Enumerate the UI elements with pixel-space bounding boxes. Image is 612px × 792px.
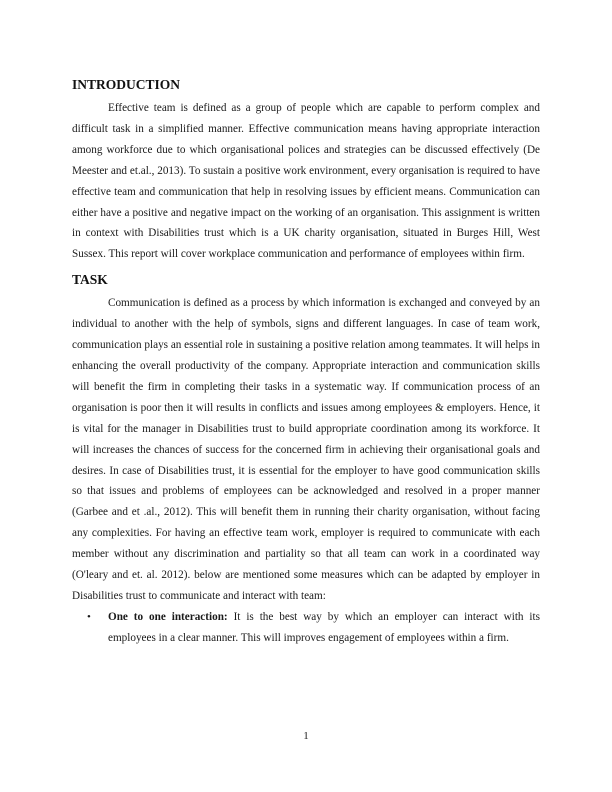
page-content: [72, 76, 540, 649]
page-number: 1: [303, 730, 309, 742]
introduction-paragraph: Effective team is defined as a group of people which are capable to perform complex and difficult task in a simplified manner. Effective communication means having appropriate interaction among workforce due to which organisational polices and strategies can be discussed effectively (De Meester and et.al., 2013). To sustain a positive work environment, every organisation is required to have effective team and communication that help in resolving issues by efficient means. Communication can either have a positive and negative impact on the working of an organisation. This assignment is written in context with Disabilities trust which is a UK charity organisation, situated in Burges Hill, West Sussex. This report will cover workplace communication and performance of employees within firm.: [72, 102, 540, 261]
measures-list: [72, 607, 540, 649]
bullet-icon: •: [87, 610, 91, 623]
task-heading: TASK: [72, 272, 108, 288]
task-paragraph: Communication is defined as a process by which information is exchanged and conveyed by an individual to another with the help of symbols, signs and different languages. In case of team work, communication plays an essential role in sustaining a positive relation among teammates. It will helps in enhancing the overall productivity of the company. Appropriate interaction and communication skills will benefit the firm in completing their tasks in a systematic way. If communication process of an organisation is poor then it will results in conflicts and issues among employees & employers. Hence, it is vital for the manager in Disabilities trust to build appropriate coordination among its workforce. It will increases the chances of success for the concerned firm in achieving their organisational goals and desires. In case of Disabilities trust, it is essential for the employer to have good communication skills so that issues and problems of employees can be acknowledged and resolved in a proper manner (Garbee and et .al., 2012). This will benefit them in running their charity organisation, without facing any complexities. For having an effective team work, employer is required to communicate with each member without any discrimination and partiality so that all team can work in a coordinated way (O'leary and et. al. 2012). below are mentioned some measures which can be adapted by employer in Disabilities trust to communicate and interact with team:: [72, 297, 540, 602]
bullet-text: It is the best way by which an employer can interact with its employees in a clear manner. This will improves engagement of employees within a firm.: [108, 610, 540, 644]
list-item: [72, 607, 540, 649]
introduction-heading: INTRODUCTION: [72, 77, 181, 92]
bullet-lead: One to one interaction:: [108, 610, 228, 623]
